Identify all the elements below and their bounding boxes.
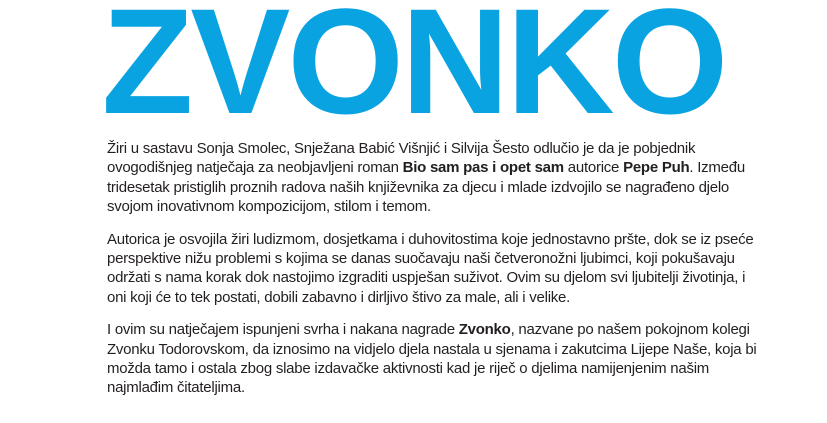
page-title: ZVONKO [101, 0, 726, 145]
article-body [107, 139, 759, 411]
paragraph-jury-decision: Žiri u sastavu Sonja Smolec, Snježana Babić Višnjić i Silvija Šesto odlučio je da je pobjednik ovogodišnjeg natječaja za neobjavljeni roman Bio sam pas i opet sam autorice Pepe Puh. Između tridesetak pristiglih proznih radova naših književnika za djecu i mlade izdvojilo se nagrađeno djelo svojom inovativnom kompozicijom, stilom i temom. [107, 140, 745, 216]
paragraph-author-praise: Autorica je osvojila žiri ludizmom, dosjetkama i duhovitostima koje jednostavno pršte, dok se iz pseće perspektive nižu problemi s kojima se danas suočavaju naši četveronožni ljubimci, koji pokušavaju održati s nama korak dok nastojimo izgraditi uspješan suživot. Ovim su djelom svi ljubitelji životinja, i oni koji će to tek postati, dobili zabavno i dirljivo štivo za male, ali i velike. [107, 230, 754, 306]
paragraph-award-purpose: I ovim su natječajem ispunjeni svrha i nakana nagrade Zvonko, nazvane po našem pokojnom kolegi Zvonku Todorovskom, da iznosimo na vidjelo djela nastala u sjenama i zakutcima Lijepe Naše, koja bi možda tamo i ostala zbog slabe izdavačke aktivnosti kad je riječ o djelima namijenjenim našim najmlađim čitateljima. [107, 321, 757, 397]
